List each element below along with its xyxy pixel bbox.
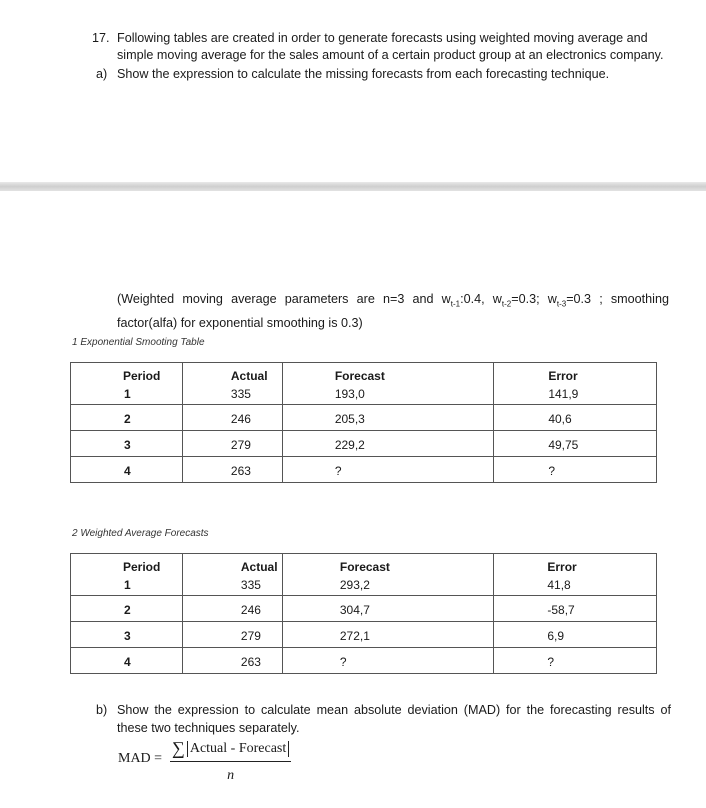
w3-subscript: t-3 [556, 299, 567, 309]
table-row [71, 648, 657, 674]
parameters-note [117, 290, 669, 332]
table-cell [494, 622, 657, 648]
w1-value: :0.4, w [460, 292, 502, 306]
table-cell [182, 457, 282, 483]
w2-subscript: t-2 [501, 299, 512, 309]
cell-actual: 246 [230, 412, 251, 426]
table-cell [282, 648, 494, 674]
table-row [71, 457, 657, 483]
sigma-symbol: ∑ [172, 738, 185, 758]
table-cell [71, 596, 183, 622]
exponential-smoothing-table [70, 362, 657, 483]
cell-forecast: 205,3 [334, 412, 365, 426]
table-cell [282, 363, 494, 405]
cell-actual: 263 [240, 655, 261, 669]
w1-subscript: t-1 [450, 299, 461, 309]
table-cell [71, 363, 183, 405]
cell-forecast: ? [339, 655, 347, 669]
header-error: Error [548, 369, 578, 383]
cell-error: -58,7 [547, 603, 575, 617]
table-cell [182, 405, 282, 431]
cell-forecast: 304,7 [339, 603, 370, 617]
formula-numerator [170, 738, 291, 762]
header-actual: Actual [230, 369, 268, 383]
table-cell [282, 622, 494, 648]
part-a-text: Show the expression to calculate the missing forecasts from each forecasting technique. [117, 67, 610, 81]
cell-period: 1 [124, 578, 131, 592]
table1-caption: 1 Exponential Smooting Table [72, 337, 205, 348]
section-divider [0, 182, 706, 191]
table2-caption: 2 Weighted Average Forecasts [72, 528, 209, 539]
table-cell [282, 554, 494, 596]
w2-value: =0.3; w [511, 292, 557, 306]
formula-denominator: n [227, 768, 235, 783]
table-cell [282, 431, 494, 457]
cell-forecast: 229,2 [334, 438, 365, 452]
table-cell [182, 431, 282, 457]
table-row [71, 596, 657, 622]
table-cell [71, 554, 183, 596]
cell-actual: 279 [230, 438, 251, 452]
cell-error: 41,8 [547, 578, 571, 592]
table-cell [494, 363, 657, 405]
cell-error: 6,9 [547, 629, 565, 643]
table-cell [71, 405, 183, 431]
cell-forecast: 293,2 [339, 578, 370, 592]
cell-error: 49,75 [548, 438, 579, 452]
header-actual: Actual [240, 560, 278, 574]
table-cell [71, 648, 183, 674]
cell-period: 3 [124, 438, 131, 452]
part-b [96, 701, 671, 737]
table-cell [494, 648, 657, 674]
question-number: 17. [92, 31, 110, 45]
cell-period: 2 [124, 412, 131, 426]
table-cell [71, 622, 183, 648]
cell-actual: 335 [240, 578, 261, 592]
cell-forecast: 272,1 [339, 629, 370, 643]
cell-actual: 335 [230, 387, 251, 401]
cell-error: 40,6 [548, 412, 572, 426]
part-a [96, 66, 686, 83]
part-a-label: a) [96, 67, 108, 81]
table-row [71, 622, 657, 648]
absolute-value-expression: Actual - Forecast [187, 741, 289, 757]
params-prefix: (Weighted moving average parameters are n=3 and w [117, 292, 451, 306]
table-row [71, 431, 657, 457]
cell-period: 2 [124, 603, 131, 617]
table-cell [182, 554, 282, 596]
cell-actual: 246 [240, 603, 261, 617]
weighted-average-table [70, 553, 657, 674]
header-forecast: Forecast [334, 369, 385, 383]
part-b-text: Show the expression to calculate mean absolute deviation (MAD) for the forecasting results of these two techniques separately. [117, 703, 671, 735]
cell-period: 4 [124, 464, 131, 478]
header-forecast: Forecast [339, 560, 390, 574]
table-cell [182, 622, 282, 648]
table-cell [71, 431, 183, 457]
cell-error: ? [548, 464, 555, 478]
table-cell [182, 596, 282, 622]
cell-error: 141,9 [548, 387, 579, 401]
table-row [71, 405, 657, 431]
cell-actual: 279 [240, 629, 261, 643]
table-header-row [71, 554, 657, 596]
question-text: Following tables are created in order to generate forecasts using weighted moving average and simple moving average for the sales amount of a certain product group at an electronics company. [117, 31, 664, 62]
w3-value: =0.3 ; smoothing factor(alfa) for exponential smoothing is 0.3) [117, 292, 669, 330]
cell-period: 4 [124, 655, 131, 669]
part-b-label: b) [96, 703, 108, 717]
header-error: Error [547, 560, 577, 574]
table-cell [494, 431, 657, 457]
table-cell [282, 596, 494, 622]
table-cell [282, 405, 494, 431]
table-cell [282, 457, 494, 483]
table-cell [494, 554, 657, 596]
cell-period: 3 [124, 629, 131, 643]
header-period: Period [123, 369, 161, 383]
table-cell [182, 648, 282, 674]
table-cell [494, 457, 657, 483]
cell-forecast: 193,0 [334, 387, 365, 401]
table-header-row [71, 363, 657, 405]
formula-lhs: MAD = [118, 751, 163, 766]
table-cell [71, 457, 183, 483]
cell-actual: 263 [230, 464, 251, 478]
cell-error: ? [547, 655, 555, 669]
table-cell [182, 363, 282, 405]
table-cell [494, 596, 657, 622]
cell-forecast: ? [334, 464, 342, 478]
question-17 [92, 30, 682, 64]
header-period: Period [123, 560, 161, 574]
cell-period: 1 [124, 387, 131, 401]
formula-fraction [170, 738, 291, 784]
table-cell [494, 405, 657, 431]
